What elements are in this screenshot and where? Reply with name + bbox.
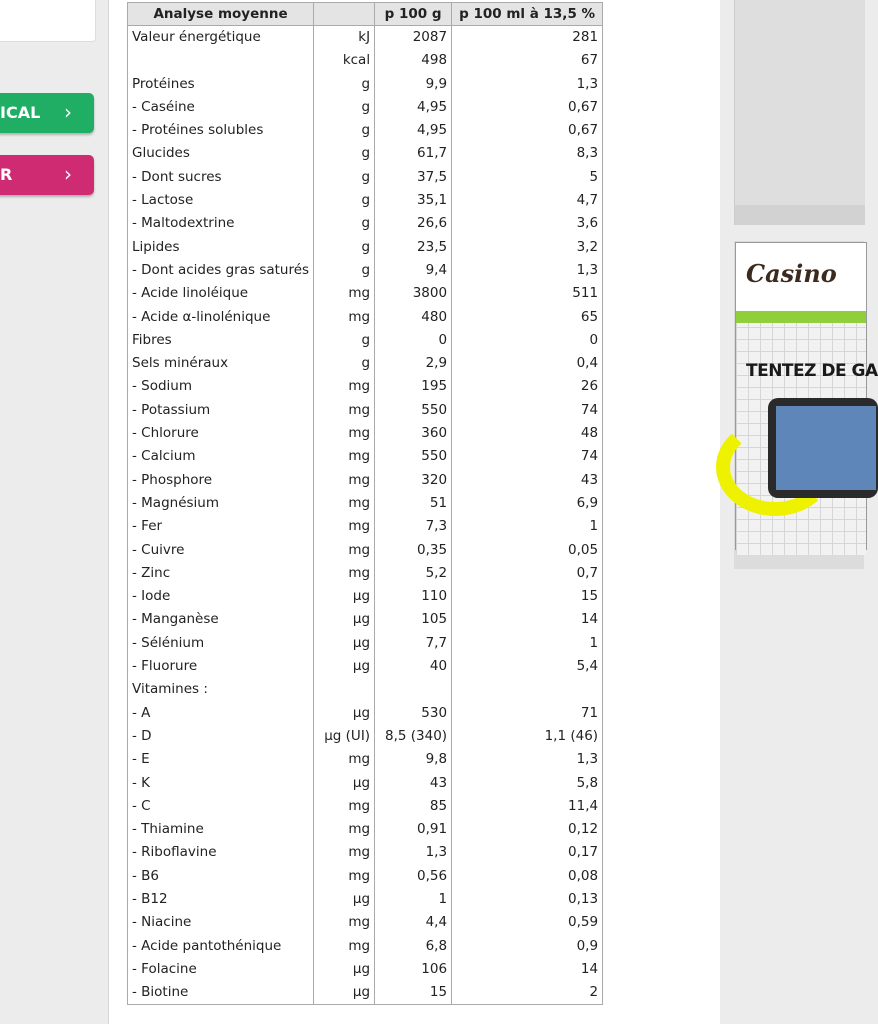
per-100ml-cell: 5,4 (452, 655, 603, 678)
per-100g-cell: 61,7 (375, 142, 452, 165)
unit-cell: mg (314, 469, 375, 492)
per-100g-cell: 37,5 (375, 166, 452, 189)
table-row (128, 515, 603, 538)
per-100ml-cell: 281 (452, 26, 603, 50)
unit-cell: µg (314, 981, 375, 1005)
per-100ml-cell: 0,08 (452, 865, 603, 888)
table-header-row (128, 3, 603, 26)
per-100g-cell: 530 (375, 702, 452, 725)
unit-cell: µg (314, 632, 375, 655)
table-row (128, 632, 603, 655)
per-100ml-cell: 0,67 (452, 96, 603, 119)
nutrient-name-cell: - Folacine (128, 958, 314, 981)
nutrient-name-cell: - C (128, 795, 314, 818)
per-100ml-cell: 1,3 (452, 259, 603, 282)
per-100ml-cell: 0,17 (452, 841, 603, 864)
table-row (128, 73, 603, 96)
per-100g-cell: 8,5 (340) (375, 725, 452, 748)
per-100ml-cell: 4,7 (452, 189, 603, 212)
unit-cell: µg (314, 772, 375, 795)
unit-cell: g (314, 119, 375, 142)
ad-headline: TENTEZ DE GA (746, 361, 878, 381)
per-100ml-cell: 1,1 (46) (452, 725, 603, 748)
per-100ml-cell: 0,13 (452, 888, 603, 911)
unit-cell: mg (314, 375, 375, 398)
nutrient-name-cell: - Cuivre (128, 539, 314, 562)
nutrient-name-cell: - Fer (128, 515, 314, 538)
left-card (0, 0, 96, 42)
table-row (128, 865, 603, 888)
table-row (128, 166, 603, 189)
nutrient-name-cell: Valeur énergétique (128, 26, 314, 50)
table-row (128, 911, 603, 934)
unit-cell: µg (314, 585, 375, 608)
per-100ml-cell: 0,67 (452, 119, 603, 142)
per-100ml-cell: 2 (452, 981, 603, 1005)
per-100g-cell: 110 (375, 585, 452, 608)
nutrient-name-cell: - Acide α-linolénique (128, 306, 314, 329)
nutrient-name-cell: - Chlorure (128, 422, 314, 445)
per-100ml-cell: 71 (452, 702, 603, 725)
per-100ml-cell: 1 (452, 632, 603, 655)
per-100ml-cell: 3,2 (452, 236, 603, 259)
unit-cell: g (314, 142, 375, 165)
per-100g-cell: 15 (375, 981, 452, 1005)
table-row (128, 795, 603, 818)
table-row (128, 142, 603, 165)
per-100ml-cell: 14 (452, 608, 603, 631)
nutrient-name-cell: - Sodium (128, 375, 314, 398)
unit-cell: mg (314, 748, 375, 771)
nutrition-table (127, 2, 603, 1005)
per-100g-cell: 40 (375, 655, 452, 678)
table-row (128, 562, 603, 585)
nutrient-name-cell: - Acide pantothénique (128, 935, 314, 958)
sidebar-pink-button-label: R (0, 165, 13, 184)
per-100ml-cell: 67 (452, 49, 603, 72)
per-100ml-cell: 1 (452, 515, 603, 538)
nutrient-name-cell: - D (128, 725, 314, 748)
table-row (128, 539, 603, 562)
per-100g-cell: 550 (375, 445, 452, 468)
nutrient-name-cell: - B6 (128, 865, 314, 888)
unit-cell: mg (314, 515, 375, 538)
per-100g-cell: 480 (375, 306, 452, 329)
nutrient-name-cell: Fibres (128, 329, 314, 352)
unit-cell: mg (314, 795, 375, 818)
nutrient-name-cell: - Magnésium (128, 492, 314, 515)
nutrient-name-cell: - Dont sucres (128, 166, 314, 189)
per-100g-cell: 4,4 (375, 911, 452, 934)
per-100ml-cell: 6,9 (452, 492, 603, 515)
unit-cell: mg (314, 865, 375, 888)
per-100g-cell: 26,6 (375, 212, 452, 235)
nutrient-name-cell: - Iode (128, 585, 314, 608)
right-column (720, 0, 878, 1024)
nutrient-name-cell: - Lactose (128, 189, 314, 212)
per-100g-cell: 498 (375, 49, 452, 72)
unit-cell: kcal (314, 49, 375, 72)
per-100ml-cell: 1,3 (452, 748, 603, 771)
unit-cell: mg (314, 911, 375, 934)
per-100g-cell: 550 (375, 399, 452, 422)
per-100g-cell: 4,95 (375, 119, 452, 142)
per-100g-cell: 6,8 (375, 935, 452, 958)
per-100g-cell: 2087 (375, 26, 452, 50)
nutrient-name-cell: - Dont acides gras saturés (128, 259, 314, 282)
table-row (128, 422, 603, 445)
per-100ml-cell: 5,8 (452, 772, 603, 795)
unit-cell: mg (314, 539, 375, 562)
per-100g-cell: 320 (375, 469, 452, 492)
header-unit (314, 3, 375, 26)
nutrient-name-cell: - Biotine (128, 981, 314, 1005)
per-100ml-cell: 0,7 (452, 562, 603, 585)
per-100g-cell: 43 (375, 772, 452, 795)
per-100g-cell: 85 (375, 795, 452, 818)
nutrient-name-cell: - Riboflavine (128, 841, 314, 864)
per-100ml-cell: 11,4 (452, 795, 603, 818)
unit-cell: mg (314, 422, 375, 445)
per-100ml-cell: 14 (452, 958, 603, 981)
casino-ad-banner[interactable] (735, 242, 878, 550)
nutrition-table-body (128, 26, 603, 1005)
per-100ml-cell: 65 (452, 306, 603, 329)
unit-cell: mg (314, 841, 375, 864)
unit-cell: mg (314, 445, 375, 468)
nutrient-name-cell: - Sélénium (128, 632, 314, 655)
table-row (128, 469, 603, 492)
per-100g-cell: 0,35 (375, 539, 452, 562)
table-row (128, 725, 603, 748)
per-100ml-cell: 0,9 (452, 935, 603, 958)
unit-cell: g (314, 73, 375, 96)
per-100ml-cell: 8,3 (452, 142, 603, 165)
unit-cell: µg (UI) (314, 725, 375, 748)
table-row (128, 119, 603, 142)
unit-cell: g (314, 212, 375, 235)
per-100g-cell: 195 (375, 375, 452, 398)
unit-cell: mg (314, 935, 375, 958)
unit-cell: mg (314, 306, 375, 329)
per-100ml-cell: 1,3 (452, 73, 603, 96)
per-100ml-cell: 74 (452, 445, 603, 468)
unit-cell: mg (314, 818, 375, 841)
table-row (128, 399, 603, 422)
left-column (0, 0, 108, 1024)
unit-cell: µg (314, 702, 375, 725)
unit-cell: µg (314, 888, 375, 911)
table-row (128, 189, 603, 212)
unit-cell: g (314, 236, 375, 259)
per-100g-cell: 360 (375, 422, 452, 445)
table-row (128, 608, 603, 631)
table-row (128, 841, 603, 864)
per-100g-cell: 23,5 (375, 236, 452, 259)
unit-cell: mg (314, 492, 375, 515)
per-100g-cell: 3800 (375, 282, 452, 305)
per-100g-cell: 0,56 (375, 865, 452, 888)
per-100ml-cell: 3,6 (452, 212, 603, 235)
unit-cell: mg (314, 282, 375, 305)
chevron-right-icon: › (64, 162, 72, 186)
per-100g-cell: 7,7 (375, 632, 452, 655)
tablet-image (768, 398, 878, 498)
placeholder-strip (735, 205, 865, 225)
nutrient-name-cell: Vitamines : (128, 678, 314, 701)
table-row (128, 212, 603, 235)
sidebar-placeholder-box (734, 0, 865, 225)
table-row (128, 981, 603, 1005)
nutrient-name-cell: - Calcium (128, 445, 314, 468)
per-100ml-cell: 0,12 (452, 818, 603, 841)
table-row (128, 375, 603, 398)
table-row (128, 772, 603, 795)
nutrient-name-cell: - Protéines solubles (128, 119, 314, 142)
table-row (128, 306, 603, 329)
per-100ml-cell: 15 (452, 585, 603, 608)
table-row (128, 585, 603, 608)
table-row (128, 492, 603, 515)
header-per-100ml: p 100 ml à 13,5 % (452, 3, 603, 26)
per-100g-cell: 0,91 (375, 818, 452, 841)
nutrient-name-cell: - Phosphore (128, 469, 314, 492)
unit-cell: g (314, 329, 375, 352)
nutrient-name-cell: - Potassium (128, 399, 314, 422)
sidebar-pink-button[interactable] (0, 155, 94, 195)
unit-cell: µg (314, 608, 375, 631)
unit-cell: g (314, 259, 375, 282)
per-100ml-cell: 0 (452, 329, 603, 352)
main-content (108, 0, 721, 1024)
per-100g-cell (375, 678, 452, 701)
per-100g-cell: 9,8 (375, 748, 452, 771)
per-100g-cell: 1 (375, 888, 452, 911)
per-100g-cell: 9,9 (375, 73, 452, 96)
per-100ml-cell: 0,05 (452, 539, 603, 562)
table-row (128, 655, 603, 678)
nutrient-name-cell: - A (128, 702, 314, 725)
per-100g-cell: 35,1 (375, 189, 452, 212)
chevron-right-icon: › (64, 100, 72, 124)
table-row (128, 702, 603, 725)
table-row (128, 236, 603, 259)
per-100g-cell: 1,3 (375, 841, 452, 864)
casino-logo: Casino (746, 259, 837, 288)
unit-cell: kJ (314, 26, 375, 50)
per-100g-cell: 7,3 (375, 515, 452, 538)
unit-cell: mg (314, 399, 375, 422)
unit-cell: g (314, 352, 375, 375)
sidebar-green-button-label: ICAL (0, 103, 41, 122)
per-100g-cell: 5,2 (375, 562, 452, 585)
per-100g-cell: 0 (375, 329, 452, 352)
per-100g-cell: 105 (375, 608, 452, 631)
nutrient-name-cell: - Maltodextrine (128, 212, 314, 235)
table-row (128, 888, 603, 911)
nutrient-name-cell (128, 49, 314, 72)
nutrient-name-cell: Lipides (128, 236, 314, 259)
nutrient-name-cell: Protéines (128, 73, 314, 96)
nutrient-name-cell: - Caséine (128, 96, 314, 119)
tablet-screen (776, 406, 876, 490)
unit-cell: g (314, 189, 375, 212)
per-100g-cell: 106 (375, 958, 452, 981)
table-row (128, 26, 603, 50)
per-100g-cell: 9,4 (375, 259, 452, 282)
unit-cell: µg (314, 655, 375, 678)
nutrient-name-cell: - Thiamine (128, 818, 314, 841)
ad-frame (734, 241, 878, 569)
nutrient-name-cell: - Fluorure (128, 655, 314, 678)
nutrient-name-cell: - Manganèse (128, 608, 314, 631)
header-analysis: Analyse moyenne (128, 3, 314, 26)
per-100ml-cell: 74 (452, 399, 603, 422)
header-per-100g: p 100 g (375, 3, 452, 26)
nutrient-name-cell: - K (128, 772, 314, 795)
table-row (128, 282, 603, 305)
unit-cell (314, 678, 375, 701)
table-row (128, 678, 603, 701)
table-row (128, 96, 603, 119)
table-row (128, 352, 603, 375)
table-row (128, 748, 603, 771)
table-row (128, 958, 603, 981)
per-100ml-cell: 0,4 (452, 352, 603, 375)
per-100ml-cell: 5 (452, 166, 603, 189)
nutrient-name-cell: Glucides (128, 142, 314, 165)
nutrient-name-cell: - B12 (128, 888, 314, 911)
sidebar-green-button[interactable] (0, 93, 94, 133)
unit-cell: g (314, 96, 375, 119)
per-100g-cell: 4,95 (375, 96, 452, 119)
nutrient-name-cell: - Acide linoléique (128, 282, 314, 305)
per-100ml-cell (452, 678, 603, 701)
table-row (128, 259, 603, 282)
table-row (128, 49, 603, 72)
per-100g-cell: 51 (375, 492, 452, 515)
nutrient-name-cell: - Zinc (128, 562, 314, 585)
unit-cell: mg (314, 562, 375, 585)
table-row (128, 818, 603, 841)
per-100ml-cell: 43 (452, 469, 603, 492)
nutrient-name-cell: - Niacine (128, 911, 314, 934)
unit-cell: g (314, 166, 375, 189)
per-100ml-cell: 511 (452, 282, 603, 305)
table-row (128, 329, 603, 352)
unit-cell: µg (314, 958, 375, 981)
nutrient-name-cell: - E (128, 748, 314, 771)
per-100ml-cell: 48 (452, 422, 603, 445)
per-100ml-cell: 26 (452, 375, 603, 398)
table-row (128, 445, 603, 468)
per-100g-cell: 2,9 (375, 352, 452, 375)
per-100ml-cell: 0,59 (452, 911, 603, 934)
ad-green-band (736, 311, 866, 323)
table-row (128, 935, 603, 958)
nutrient-name-cell: Sels minéraux (128, 352, 314, 375)
